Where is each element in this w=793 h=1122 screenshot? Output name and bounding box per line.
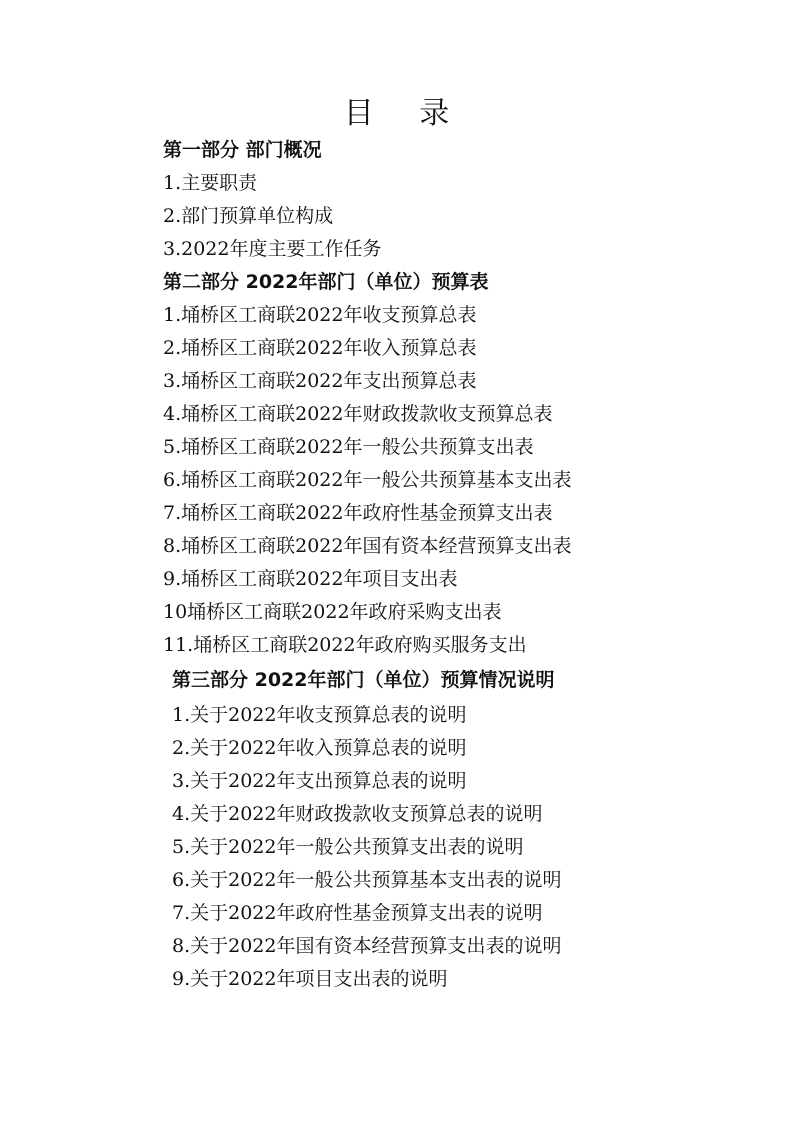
toc-item: 8.埇桥区工商联2022年国有资本经营预算支出表	[163, 535, 572, 557]
toc-item: 4.关于2022年财政拨款收支预算总表的说明	[172, 803, 543, 825]
toc-item: 4.埇桥区工商联2022年财政拨款收支预算总表	[163, 403, 553, 425]
toc-item: 1.埇桥区工商联2022年收支预算总表	[163, 304, 477, 326]
section3-heading: 第三部分 2022年部门（单位）预算情况说明	[172, 669, 555, 691]
toc-item: 1.关于2022年收支预算总表的说明	[172, 704, 467, 726]
toc-item: 2.埇桥区工商联2022年收入预算总表	[163, 337, 477, 359]
section2-heading: 第二部分 2022年部门（单位）预算表	[163, 271, 489, 293]
toc-item: 5.埇桥区工商联2022年一般公共预算支出表	[163, 436, 534, 458]
toc-item: 9.埇桥区工商联2022年项目支出表	[163, 568, 458, 590]
section1-heading: 第一部分 部门概况	[163, 139, 322, 161]
toc-item: 11.埇桥区工商联2022年政府购买服务支出	[163, 634, 527, 656]
page-title: 目 录	[343, 96, 468, 131]
toc-item: 3.关于2022年支出预算总表的说明	[172, 770, 467, 792]
toc-item: 5.关于2022年一般公共预算支出表的说明	[172, 836, 524, 858]
toc-item: 1.主要职责	[163, 172, 258, 194]
toc-item: 9.关于2022年项目支出表的说明	[172, 968, 448, 990]
toc-item: 7.关于2022年政府性基金预算支出表的说明	[172, 902, 543, 924]
toc-item: 6.埇桥区工商联2022年一般公共预算基本支出表	[163, 469, 572, 491]
toc-item: 3.埇桥区工商联2022年支出预算总表	[163, 370, 477, 392]
toc-item: 2.关于2022年收入预算总表的说明	[172, 737, 467, 759]
toc-item: 3.2022年度主要工作任务	[163, 238, 382, 260]
toc-item: 10埇桥区工商联2022年政府采购支出表	[163, 601, 502, 623]
toc-item: 6.关于2022年一般公共预算基本支出表的说明	[172, 869, 562, 891]
toc-item: 8.关于2022年国有资本经营预算支出表的说明	[172, 935, 562, 957]
toc-item: 7.埇桥区工商联2022年政府性基金预算支出表	[163, 502, 553, 524]
toc-item: 2.部门预算单位构成	[163, 205, 334, 227]
